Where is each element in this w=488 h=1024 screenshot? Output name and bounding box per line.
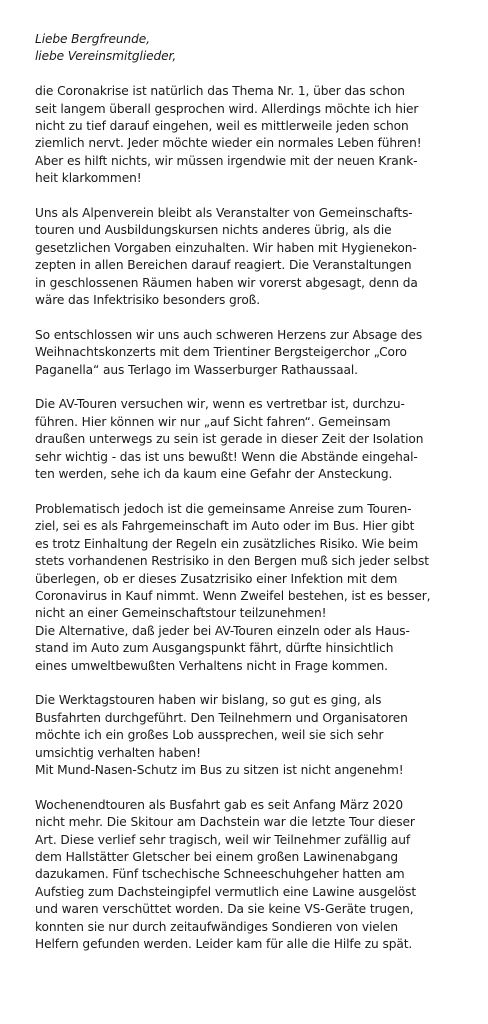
text-line: Uns als Alpenverein bleibt als Veranstalter von Gemeinschafts- xyxy=(35,206,413,221)
text-line: konnten sie nur durch zeitaufwändiges Sondieren von vielen xyxy=(35,919,398,934)
text-line: heit klarkommen! xyxy=(35,171,142,186)
greeting-line: Liebe Bergfreunde, xyxy=(35,32,150,46)
text-line: So entschlossen wir uns auch schweren Herzens zur Absage des xyxy=(35,327,423,342)
text-line: die Coronakrise ist natürlich das Thema Nr. 1, über das schon xyxy=(35,84,405,99)
text-line: ten werden, sehe ich da kaum eine Gefahr der Ansteckung. xyxy=(35,467,393,482)
text-line: Coronavirus in Kauf nimmt. Wenn Zweifel bestehen, ist es besser, xyxy=(35,588,431,603)
text-line: Wochenendtouren als Busfahrt gab es seit Anfang März 2020 xyxy=(35,797,404,812)
paragraph-anreise xyxy=(35,501,467,675)
text-line: Mit Mund-Nasen-Schutz im Bus zu sitzen ist nicht angenehm! xyxy=(35,762,404,777)
text-line: umsichtig verhalten haben! xyxy=(35,745,201,760)
text-line: Die AV-Touren versuchen wir, wenn es vertretbar ist, durchzu- xyxy=(35,397,405,412)
text-line: draußen unterwegs zu sein ist gerade in dieser Zeit der Isolation xyxy=(35,432,424,447)
paragraph-coronakrise xyxy=(35,83,467,187)
text-line: möchte ich ein großes Lob aussprechen, weil sie sich sehr xyxy=(35,728,384,743)
text-line: stand im Auto zum Ausgangspunkt fährt, dürfte hinsichtlich xyxy=(35,641,394,656)
text-line: sehr wichtig - das ist uns bewußt! Wenn die Abstände eingehal- xyxy=(35,449,418,464)
letter-page xyxy=(35,31,467,953)
text-line: Weihnachtskonzerts mit dem Trientiner Bergsteigerchor „Coro xyxy=(35,345,407,360)
text-line: ziemlich nervt. Jeder möchte wieder ein normales Leben führen! xyxy=(35,136,422,151)
paragraph-av-touren xyxy=(35,396,467,483)
text-line: nicht mehr. Die Skitour am Dachstein war die letzte Tour dieser xyxy=(35,815,415,830)
text-line: und waren verschüttet worden. Da sie keine VS-Geräte trugen, xyxy=(35,902,414,917)
text-line: nicht an einer Gemeinschaftstour teilzunehmen! xyxy=(35,606,327,621)
text-line: eines umweltbewußten Verhaltens nicht in Frage kommen. xyxy=(35,658,388,673)
greeting xyxy=(35,31,467,66)
text-line: es trotz Einhaltung der Regeln ein zusätzliches Risiko. Wie beim xyxy=(35,536,419,551)
text-line: Aber es hilft nichts, wir müssen irgendwie mit der neuen Krank- xyxy=(35,153,418,168)
text-line: in geschlossenen Räumen haben wir vorerst abgesagt, denn da xyxy=(35,275,418,290)
text-line: Die Werktagstouren haben wir bislang, so gut es ging, als xyxy=(35,693,382,708)
text-line: Helfern gefunden werden. Leider kam für alle die Hilfe zu spät. xyxy=(35,937,413,952)
text-line: Aufstieg zum Dachsteingipfel vermutlich eine Lawine ausgelöst xyxy=(35,884,417,899)
text-line: wäre das Infektrisiko besonders groß. xyxy=(35,293,261,308)
text-line: dem Hallstätter Gletscher bei einem großen Lawinenabgang xyxy=(35,849,399,864)
text-line: Art. Diese verlief sehr tragisch, weil wir Teilnehmer zufällig auf xyxy=(35,832,411,847)
text-line: Die Alternative, daß jeder bei AV-Touren einzeln oder als Haus- xyxy=(35,623,410,638)
paragraph-werktagstouren xyxy=(35,692,467,779)
paragraph-alpenverein xyxy=(35,205,467,309)
text-line: seit langem überall gesprochen wird. Allerdings möchte ich hier xyxy=(35,101,419,116)
text-line: ziel, sei es als Fahrgemeinschaft im Auto oder im Bus. Hier gibt xyxy=(35,519,415,534)
text-line: führen. Hier können wir nur „auf Sicht fahren“. Gemeinsam xyxy=(35,414,391,429)
text-line: Busfahrten durchgeführt. Den Teilnehmern und Organisatoren xyxy=(35,710,408,725)
text-line: touren und Ausbildungskursen nichts anderes übrig, als die xyxy=(35,223,392,238)
text-line: stets vorhandenen Restrisiko in den Bergen muß sich jeder selbst xyxy=(35,554,429,569)
greeting-line: liebe Vereinsmitglieder, xyxy=(35,49,177,64)
paragraph-wochenendtouren xyxy=(35,797,467,954)
text-line: gesetzlichen Vorgaben einzuhalten. Wir haben mit Hygienekon- xyxy=(35,240,417,255)
text-line: Paganella“ aus Terlago im Wasserburger Rathaussaal. xyxy=(35,362,358,377)
text-line: überlegen, ob er dieses Zusatzrisiko einer Infektion mit dem xyxy=(35,571,398,586)
paragraph-weihnachtskonzert xyxy=(35,327,467,379)
text-line: dazukamen. Fünf tschechische Schneeschuhgeher hatten am xyxy=(35,867,405,882)
text-line: Problematisch jedoch ist die gemeinsame Anreise zum Touren- xyxy=(35,501,412,516)
text-line: zepten in allen Bereichen darauf reagiert. Die Veranstaltungen xyxy=(35,258,412,273)
text-line: nicht zu tief darauf eingehen, weil es mittlerweile jeden schon xyxy=(35,119,409,134)
